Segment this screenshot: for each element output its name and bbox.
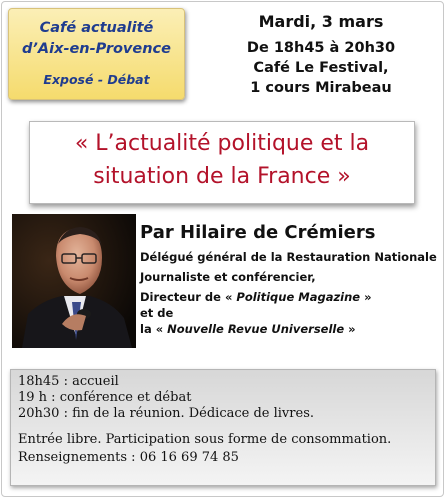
speaker-role-5-suffix: »	[344, 322, 356, 336]
speaker-role-5-prefix: la «	[140, 322, 168, 336]
event-address: 1 cours Mirabeau	[250, 80, 392, 96]
event-date: Mardi, 3 mars	[258, 12, 384, 31]
badge-line-3: Exposé - Débat	[43, 72, 150, 87]
event-time: De 18h45 à 20h30	[246, 40, 396, 56]
talk-title-box	[29, 121, 415, 204]
schedule-item-2: 19 h : conférence et débat	[18, 390, 192, 405]
speaker-role-3	[140, 290, 372, 304]
event-venue: Café Le Festival,	[253, 60, 389, 76]
schedule-item-3: 20h30 : fin de la réunion. Dédicace de livres.	[18, 406, 314, 421]
schedule-contact: Renseignements : 06 16 69 74 85	[18, 450, 239, 465]
talk-title-line-1: « L’actualité politique et la	[74, 131, 370, 156]
talk-title-line-2: situation de la France »	[93, 164, 351, 189]
schedule-note-1: Entrée libre. Participation sous forme de consommation.	[18, 432, 392, 447]
speaker-role-5	[140, 322, 356, 336]
badge-line-2: d’Aix-en-Provence	[22, 41, 171, 57]
speaker-name: Par Hilaire de Crémiers	[140, 222, 376, 243]
revue-title: Nouvelle Revue Universelle	[167, 322, 345, 336]
speaker-role-3-prefix: Directeur de «	[140, 290, 237, 304]
speaker-photo	[12, 214, 136, 348]
speaker-role-3-suffix: »	[360, 290, 372, 304]
speaker-role-2: Journaliste et conférencier,	[140, 270, 316, 284]
speaker-role-4: et de	[140, 306, 174, 320]
speaker-role-1: Délégué général de la Restauration Nationale	[140, 250, 437, 264]
magazine-title: Politique Magazine	[236, 290, 361, 304]
schedule-box	[10, 369, 436, 486]
badge-line-1: Café actualité	[39, 20, 154, 36]
speaker-portrait-image	[12, 214, 136, 348]
schedule-item-1: 18h45 : accueil	[18, 374, 119, 389]
cafe-badge	[8, 8, 185, 100]
